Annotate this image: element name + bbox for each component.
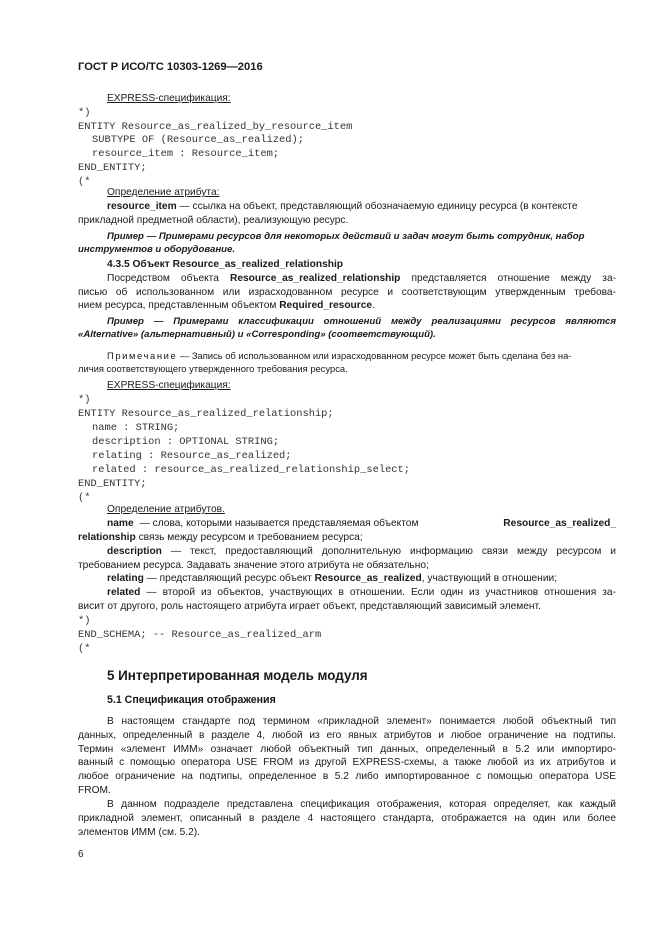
attribute-description: — второй из объектов, участвующих в отношении. Если один из участников отношения за- <box>140 587 616 598</box>
document-id: ГОСТ Р ИСО/ТС 10303-1269—2016 <box>78 61 263 73</box>
attribute-definition-label: Определение атрибута: <box>107 187 220 198</box>
code-line: (* <box>78 492 91 504</box>
attribute-definition-cont: прикладной предметной области), реализующую ресурс. <box>78 215 349 226</box>
paragraph-line: FROM. <box>78 785 111 796</box>
note-label: Примечание <box>107 350 178 361</box>
code-line: END_SCHEMA; -- Resource_as_realized_arm <box>78 629 322 641</box>
attribute-definition <box>107 572 557 586</box>
code-line: (* <box>78 643 91 655</box>
attribute-term: description <box>107 546 162 557</box>
page-number: 6 <box>78 849 84 860</box>
paragraph-line: В настоящем стандарте под термином «прикладной элемент» понимается любой объектный тип <box>107 716 616 727</box>
entity-ref: Required_resource <box>279 300 373 311</box>
example-text: — Примерами ресурсов для некоторых действий и задач могут быть сотрудник, набор <box>143 231 585 242</box>
express-spec-label: EXPRESS-спецификация: <box>107 93 231 104</box>
attribute-description: — текст, предоставляющий дополнительную информацию связи между ресурсом и <box>161 546 616 557</box>
section-number: 4.3.5 Объект <box>107 259 173 270</box>
attribute-definition-label: Определение атрибутов. <box>107 504 225 515</box>
code-line: END_ENTITY; <box>78 478 147 490</box>
text-run: . <box>372 300 375 311</box>
express-spec-label: EXPRESS-спецификация: <box>107 380 231 391</box>
attribute-term: relating <box>107 573 144 584</box>
paragraph-line: писью об использованном или израсходованном ресурсе и соответствующим утвержденным требова- <box>78 287 616 298</box>
paragraph-line: элементов ИММ (см. 5.2). <box>78 827 201 838</box>
text-run: связь между ресурсом и требованием ресурса; <box>135 532 363 543</box>
section-entity-name: Resource_as_realized_relationship <box>172 259 344 270</box>
entity-ref: Resource_as_realized <box>314 573 422 584</box>
attribute-definition-cont <box>78 531 363 545</box>
code-line: *) <box>78 107 91 119</box>
entity-ref: relationship <box>78 532 136 543</box>
attribute-description: — ссылка на объект, представляющий обозначаемую единицу ресурса (в контексте <box>176 201 578 212</box>
example-cont: инструментов и оборудование. <box>78 244 236 255</box>
code-line: SUBTYPE OF (Resource_as_realized); <box>92 134 305 146</box>
example-cont: «Alternative» (альтернативный) и «Corresponding» (соответствующий). <box>78 329 436 340</box>
attribute-term: name <box>107 518 134 529</box>
subsection-heading: 5.1 Спецификация отображения <box>107 694 276 706</box>
entity-ref: Resource_as_realized_ <box>503 518 616 529</box>
example <box>107 230 584 244</box>
text-run: Посредством объекта <box>107 273 230 284</box>
code-line: ENTITY Resource_as_realized_relationship; <box>78 408 334 420</box>
note-cont: личия соответствующего утвержденного требования ресурса. <box>78 363 348 374</box>
attribute-definition-cont: требованием ресурса. Задавать значение этого атрибута не обязательно; <box>78 560 429 571</box>
note-text: — Запись об использованном или израсходованном ресурсе может быть сделана без на- <box>177 350 572 361</box>
code-line: resource_item : Resource_item; <box>92 148 280 160</box>
text-run: нием ресурса, представленным объектом <box>78 300 280 311</box>
attribute-definition <box>107 200 578 214</box>
paragraph-line: Термин «элемент ИММ» означает любой объектный тип данных, определенный в 5.2 или импортиро- <box>78 744 616 755</box>
attribute-term: resource_item <box>107 201 177 212</box>
code-line: END_ENTITY; <box>78 162 147 174</box>
attribute-definition <box>107 517 616 531</box>
example <box>107 315 616 329</box>
attribute-definition-cont: висит от другого, роль настоящего атрибута играет объект, представляющий зависимый элемент. <box>78 601 541 612</box>
code-line: relating : Resource_as_realized; <box>92 450 292 462</box>
paragraph-line: любое ограничение на подтипы, определенное в 5.2 либо импортированное с помощью оператора USE <box>78 771 616 782</box>
entity-ref: Resource_as_realized_relationship <box>229 273 401 284</box>
section-heading <box>107 258 343 272</box>
code-line: *) <box>78 615 91 627</box>
example-text: — Примерами классификации отношений между реализациями ресурсов являются <box>143 316 616 327</box>
note <box>107 349 571 363</box>
section-heading: 5 Интерпретированная модель модуля <box>107 668 368 683</box>
attribute-description: — слова, которыми называется представляемая объектом <box>139 518 419 529</box>
text-run: , участвующий в отношении; <box>421 573 558 584</box>
attribute-definition <box>107 586 616 600</box>
attribute-definition <box>107 545 616 559</box>
attribute-description: — представляющий ресурс объект <box>143 573 315 584</box>
paragraph-line: В данном подразделе представлена спецификация отображения, которая определяет, как каждый <box>107 799 616 810</box>
paragraph-line: прикладной элемент, описанный в разделе 4 настоящего стандарта, отображается на один или более <box>78 813 616 824</box>
text-run: представляется отношение между за- <box>400 273 616 284</box>
code-line: name : STRING; <box>92 422 180 434</box>
paragraph-line: данных, определенный в разделе 4, любой из его явных атрибутов и любое ограничение на подтипы. <box>78 730 616 741</box>
code-line: related : resource_as_realized_relationship_select; <box>92 464 411 476</box>
code-line: description : OPTIONAL STRING; <box>92 436 280 448</box>
attribute-term: related <box>107 587 141 598</box>
paragraph-line <box>78 299 375 313</box>
paragraph-line: ванный с помощью оператора USE FROM из другой EXPRESS-схемы, а также любой из их атрибутов и <box>78 757 616 768</box>
code-line: *) <box>78 394 91 406</box>
code-line: (* <box>78 176 91 188</box>
example-label: Пример <box>107 316 144 327</box>
example-label: Пример <box>107 231 144 242</box>
code-line: ENTITY Resource_as_realized_by_resource_item <box>78 121 353 133</box>
paragraph <box>107 272 616 286</box>
